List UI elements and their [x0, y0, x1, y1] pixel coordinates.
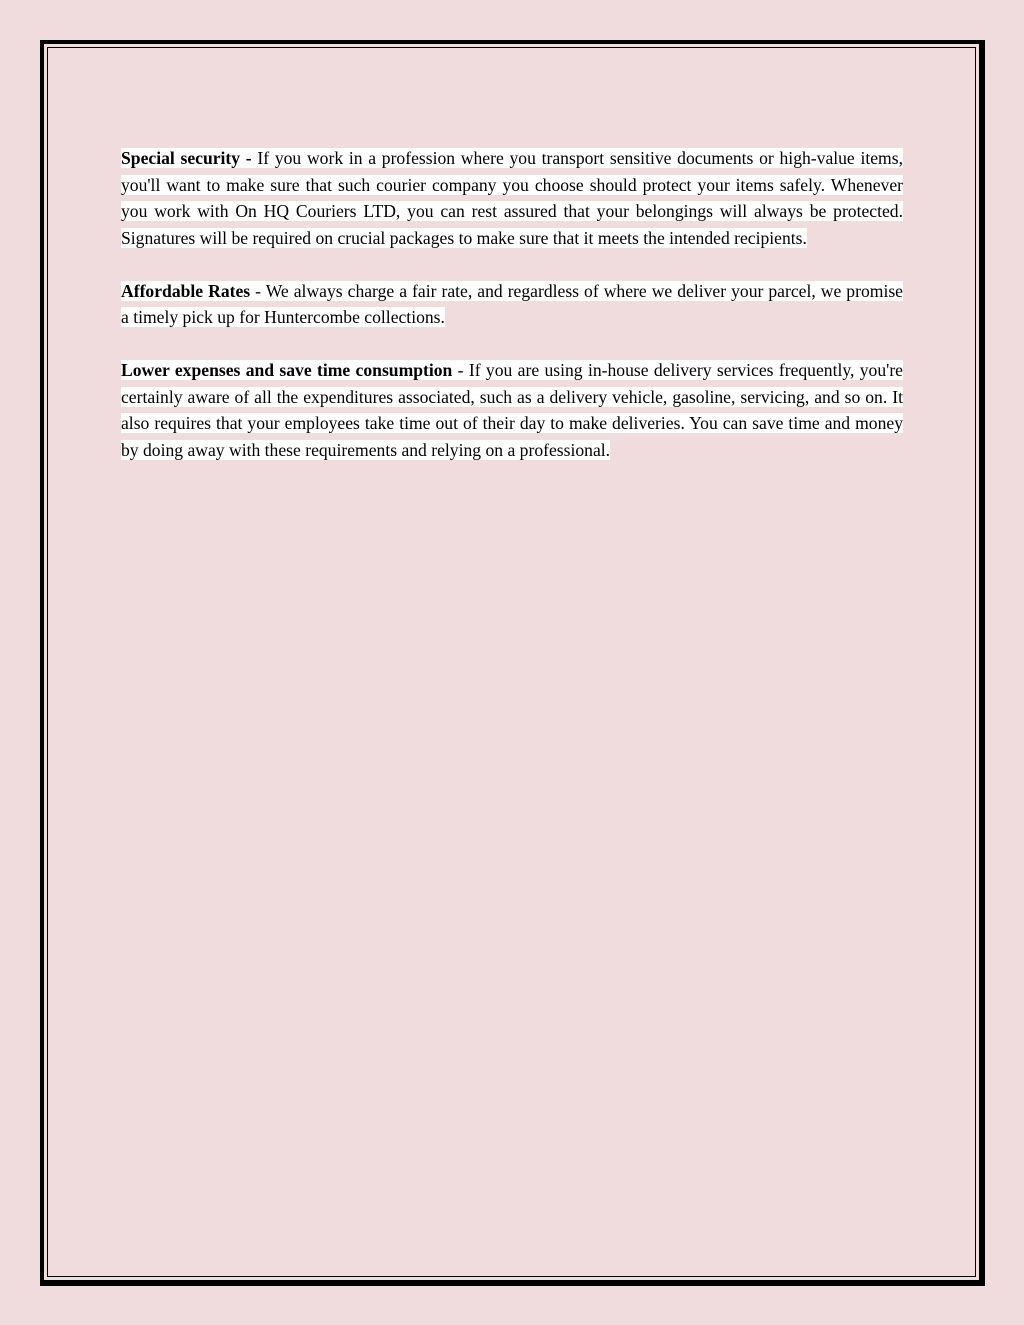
paragraph-lower-expenses [121, 357, 903, 463]
paragraph-text: - We always charge a fair rate, and regardless of where we deliver your parcel, we promise a timely pick up for Huntercombe collections. [121, 280, 903, 327]
paragraph-affordable-rates [121, 278, 903, 331]
paragraph-special-security [121, 145, 903, 251]
document-body [121, 145, 903, 490]
paragraph-text: If you work in a profession where you transport sensitive documents or high-value items, you'll want to make sure that such courier company you choose should protect your items safely. Whenever you work with On HQ Couriers LTD, you can rest assured that your belongings will always be protected. Signatures will be required on crucial packages to make sure that it meets the intended recipients. [121, 148, 903, 248]
paragraph-heading: Affordable Rates [121, 280, 251, 301]
paragraph-text: - If you are using in-house delivery services frequently, you're certainly aware of all the expenditures associated, such as a delivery vehicle, gasoline, servicing, and so on. It also requires that your employees take time out of their day to make deliveries. You can save time and money by doing away with these requirements and relying on a professional. [121, 360, 903, 460]
paragraph-heading: Lower expenses and save time consumption [121, 360, 453, 380]
paragraph-heading: Special security - [121, 148, 252, 168]
